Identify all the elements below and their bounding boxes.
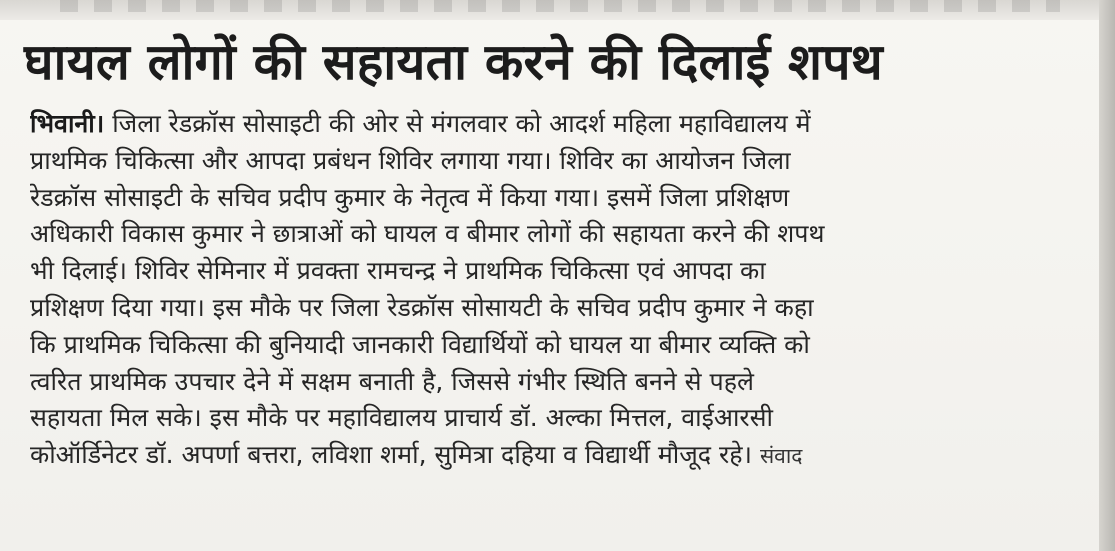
body-line-1	[30, 106, 1090, 143]
headline: घायल लोगों की सहायता करने की दिलाई शपथ	[24, 33, 883, 91]
right-page-edge	[1099, 0, 1115, 551]
body-line-8: त्वरित प्राथमिक उपचार देने में सक्षम बनाती है, जिससे गंभीर स्थिति बनने से पहले	[30, 366, 754, 396]
previous-article-fragment	[60, 0, 1060, 12]
body-line-5: भी दिलाई। शिविर सेमिनार में प्रवक्ता रामचन्द्र ने प्राथमिक चिकित्सा एवं आपदा का	[30, 256, 766, 286]
body-line-2: प्राथमिक चिकित्सा और आपदा प्रबंधन शिविर लगाया गया। शिविर का आयोजन जिला	[30, 145, 791, 175]
article-body	[30, 106, 1090, 475]
body-line-10	[30, 437, 1090, 475]
news-agency-credit: संवाद	[759, 444, 803, 469]
dateline: भिवानी।	[30, 109, 105, 138]
body-line-10-text: कोऑर्डिनेटर डॉ. अपर्णा बत्तरा, लविशा शर्मा, सुमित्रा दहिया व विद्यार्थी मौजूद रहे।	[30, 440, 753, 470]
torn-top-edge	[0, 0, 1115, 20]
body-line-4: अधिकारी विकास कुमार ने छात्राओं को घायल व बीमार लोगों की सहायता करने की शपथ	[30, 219, 825, 249]
body-line-1-text: जिला रेडक्रॉस सोसाइटी की ओर से मंगलवार को आदर्श महिला महाविद्यालय में	[104, 109, 811, 138]
body-line-9: सहायता मिल सके। इस मौके पर महाविद्यालय प्राचार्य डॉ. अल्का मित्तल, वाईआरसी	[30, 403, 774, 433]
body-line-6: प्रशिक्षण दिया गया। इस मौके पर जिला रेडक्रॉस सोसायटी के सचिव प्रदीप कुमार ने कहा	[30, 292, 814, 322]
body-line-3: रेडक्रॉस सोसाइटी के सचिव प्रदीप कुमार के नेतृत्व में किया गया। इसमें जिला प्रशिक्षण	[30, 182, 790, 212]
body-line-7: कि प्राथमिक चिकित्सा की बुनियादी जानकारी विद्यार्थियों को घायल या बीमार व्यक्ति को	[30, 329, 810, 359]
